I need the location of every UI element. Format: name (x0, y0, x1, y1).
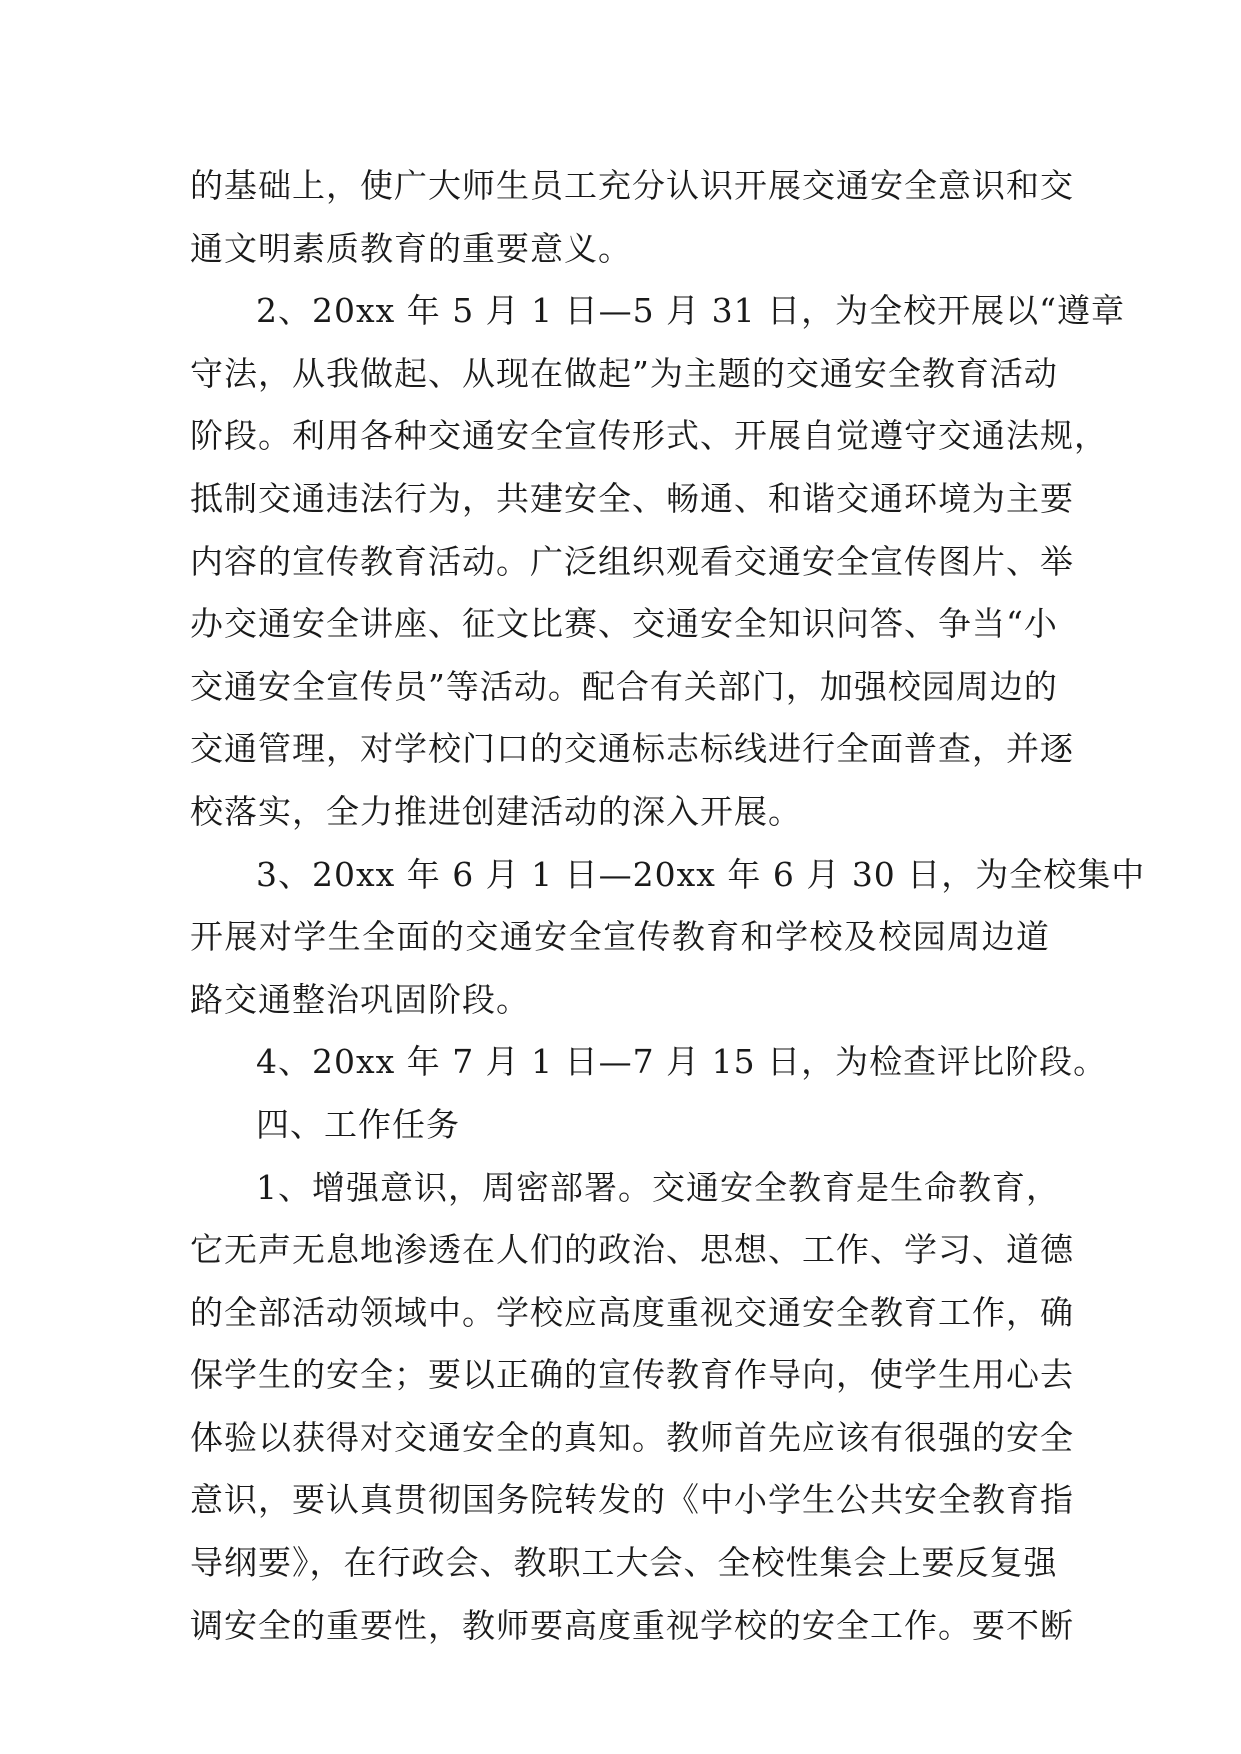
text-line: 内容的宣传教育活动。广泛组织观看交通安全宣传图片、举 (190, 541, 1074, 581)
text-line: 的全部活动领域中。学校应高度重视交通安全教育工作，确 (190, 1292, 1074, 1332)
text-line: 校落实，全力推进创建活动的深入开展。 (190, 791, 802, 831)
text-line: 导纲要》，在行政会、教职工大会、全校性集会上要反复强 (190, 1543, 1058, 1583)
section-heading: 四、工作任务 (256, 1104, 460, 1144)
text-line: 的基础上，使广大师生员工充分认识开展交通安全意识和交 (190, 166, 1074, 205)
text-line: 1、增强意识，周密部署。交通安全教育是生命教育， (256, 1167, 1060, 1207)
text-line: 交通管理，对学校门口的交通标志标线进行全面普查，并逐 (190, 729, 1074, 769)
text-line: 意识，要认真贯彻国务院转发的《中小学生公共安全教育指 (190, 1480, 1074, 1520)
text-line: 3、20xx 年 6 月 1 日—20xx 年 6 月 30 日，为全校集中 (256, 854, 1146, 894)
text-line: 抵制交通违法行为，共建安全、畅通、和谐交通环境为主要 (190, 478, 1074, 518)
text-line: 保学生的安全；要以正确的宣传教育作导向，使学生用心去 (190, 1355, 1074, 1395)
text-line: 路交通整治巩固阶段。 (190, 979, 530, 1019)
text-line: 它无声无息地渗透在人们的政治、思想、工作、学习、道德 (190, 1230, 1074, 1270)
text-line: 调安全的重要性，教师要高度重视学校的安全工作。要不断 (190, 1605, 1074, 1645)
text-line: 办交通安全讲座、征文比赛、交通安全知识问答、争当“小 (190, 604, 1058, 644)
text-line: 守法，从我做起、从现在做起”为主题的交通安全教育活动 (190, 353, 1058, 393)
text-line: 2、20xx 年 5 月 1 日—5 月 31 日，为全校开展以“遵章 (256, 291, 1125, 331)
text-line: 通文明素质教育的重要意义。 (190, 228, 632, 268)
text-line: 阶段。利用各种交通安全宣传形式、开展自觉遵守交通法规， (190, 416, 1108, 456)
text-line: 交通安全宣传员”等活动。配合有关部门，加强校园周边的 (190, 666, 1058, 706)
text-line: 4、20xx 年 7 月 1 日—7 月 15 日，为检查评比阶段。 (256, 1042, 1108, 1082)
document-body (190, 155, 1146, 1657)
text-line: 开展对学生全面的交通安全宣传教育和学校及校园周边道 (190, 917, 1050, 957)
text-line: 体验以获得对交通安全的真知。教师首先应该有很强的安全 (190, 1417, 1074, 1457)
